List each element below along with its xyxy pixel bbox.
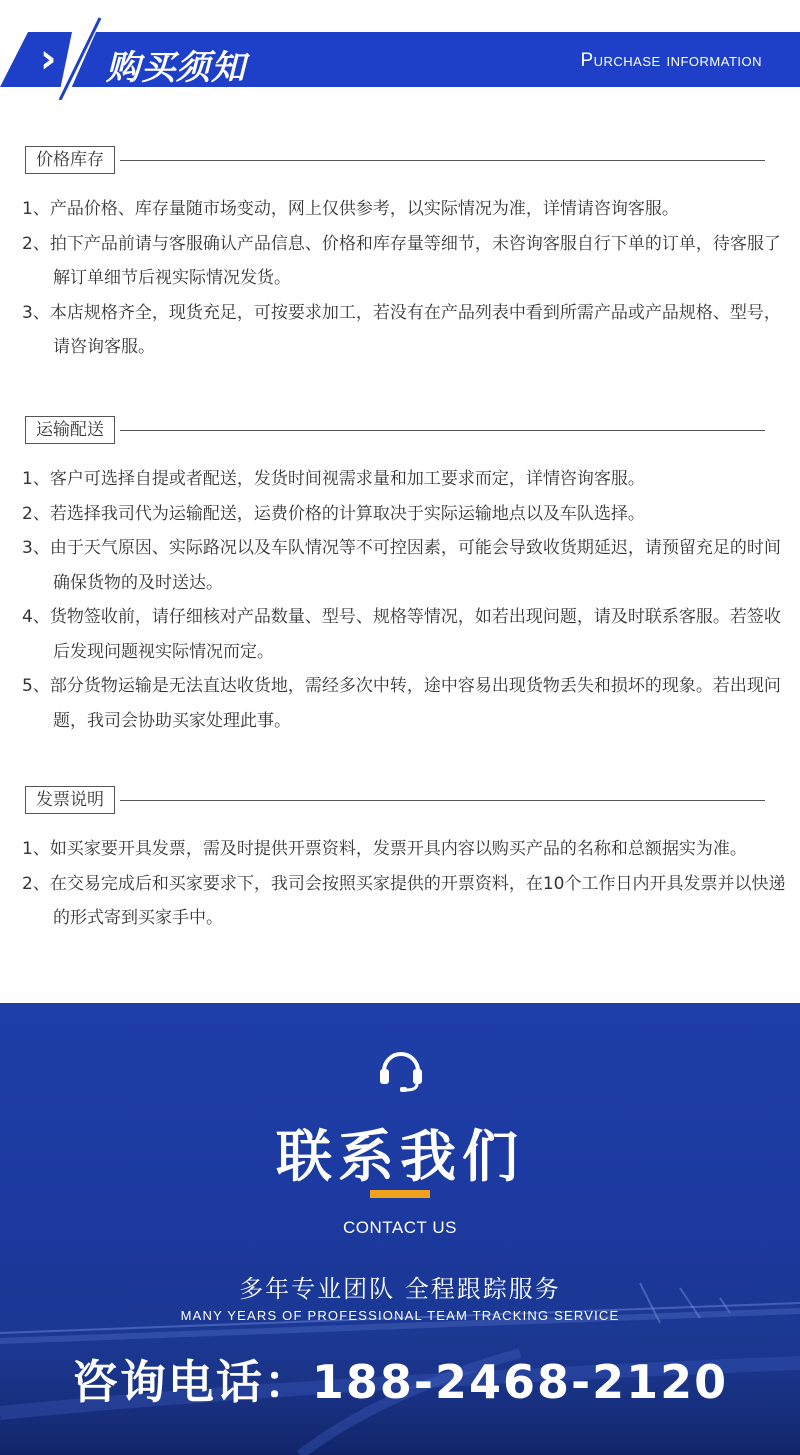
section-list [22, 192, 792, 365]
list-item: 4、货物签收前，请仔细核对产品数量、型号、规格等情况，如若出现问题，请及时联系客服。若签收后发现问题视实际情况而定。 [22, 607, 781, 662]
list-item: 1、客户可选择自提或者配送，发货时间视需求量和加工要求而定，详情咨询客服。 [22, 469, 645, 489]
section-divider [120, 160, 765, 161]
contact-title: 联系我们 [276, 1125, 524, 1190]
header-banner [0, 0, 800, 100]
section-divider [120, 800, 765, 801]
phone-number[interactable]: 188-2468-2120 [311, 1355, 729, 1409]
section-label: 运输配送 [25, 416, 115, 444]
list-item: 3、由于天气原因、实际路况以及车队情况等不可控因素，可能会导致收货期延迟，请预留充足的时间确保货物的及时送达。 [22, 538, 781, 593]
slogan: 多年专业团队 全程跟踪服务 [239, 1275, 561, 1303]
slogan-en: MANY YEARS OF PROFESSIONAL TEAM TRACKING SERVICE [180, 1308, 620, 1323]
list-item: 1、产品价格、库存量随市场变动，网上仅供参考，以实际情况为准，详情请咨询客服。 [22, 199, 679, 219]
phone-line [0, 1346, 800, 1412]
list-item: 3、本店规格齐全，现货充足，可按要求加工，若没有在产品列表中看到所需产品或产品规格、型号，请咨询客服。 [22, 302, 781, 357]
phone-label: 咨询电话： [71, 1355, 312, 1409]
contact-panel [0, 1003, 800, 1455]
chevron-right-icon: › [40, 36, 57, 82]
headset-icon [376, 1043, 426, 1093]
list-item: 5、部分货物运输是无法直达收货地，需经多次中转，途中容易出现货物丢失和损坏的现象。若出现问题，我司会协助买家处理此事。 [22, 676, 781, 731]
list-item: 2、若选择我司代为运输配送，运费价格的计算取决于实际运输地点以及车队选择。 [22, 503, 645, 524]
section-list [22, 832, 792, 936]
list-item: 2、拍下产品前请与客服确认产品信息、价格和库存量等细节，未咨询客服自行下单的订单，待客服了解订单细节后视实际情况发货。 [22, 233, 781, 288]
section-label: 发票说明 [25, 786, 115, 814]
contact-subtitle: CONTACT US [343, 1218, 457, 1237]
section-label: 价格库存 [25, 146, 115, 174]
list-item: 1、如买家要开具发票，需及时提供开票资料，发票开具内容以购买产品的名称和总额据实为准。 [22, 839, 747, 859]
banner-title: 购买须知 [106, 48, 246, 88]
accent-bar [370, 1190, 430, 1198]
section-list [22, 462, 792, 738]
section-divider [120, 430, 765, 431]
list-item: 2、在交易完成后和买家要求下，我司会按照买家提供的开票资料，在10个工作日内开具发票并以快递的形式寄到买家手中。 [22, 873, 786, 928]
banner-subtitle: Purchase information [580, 50, 762, 71]
